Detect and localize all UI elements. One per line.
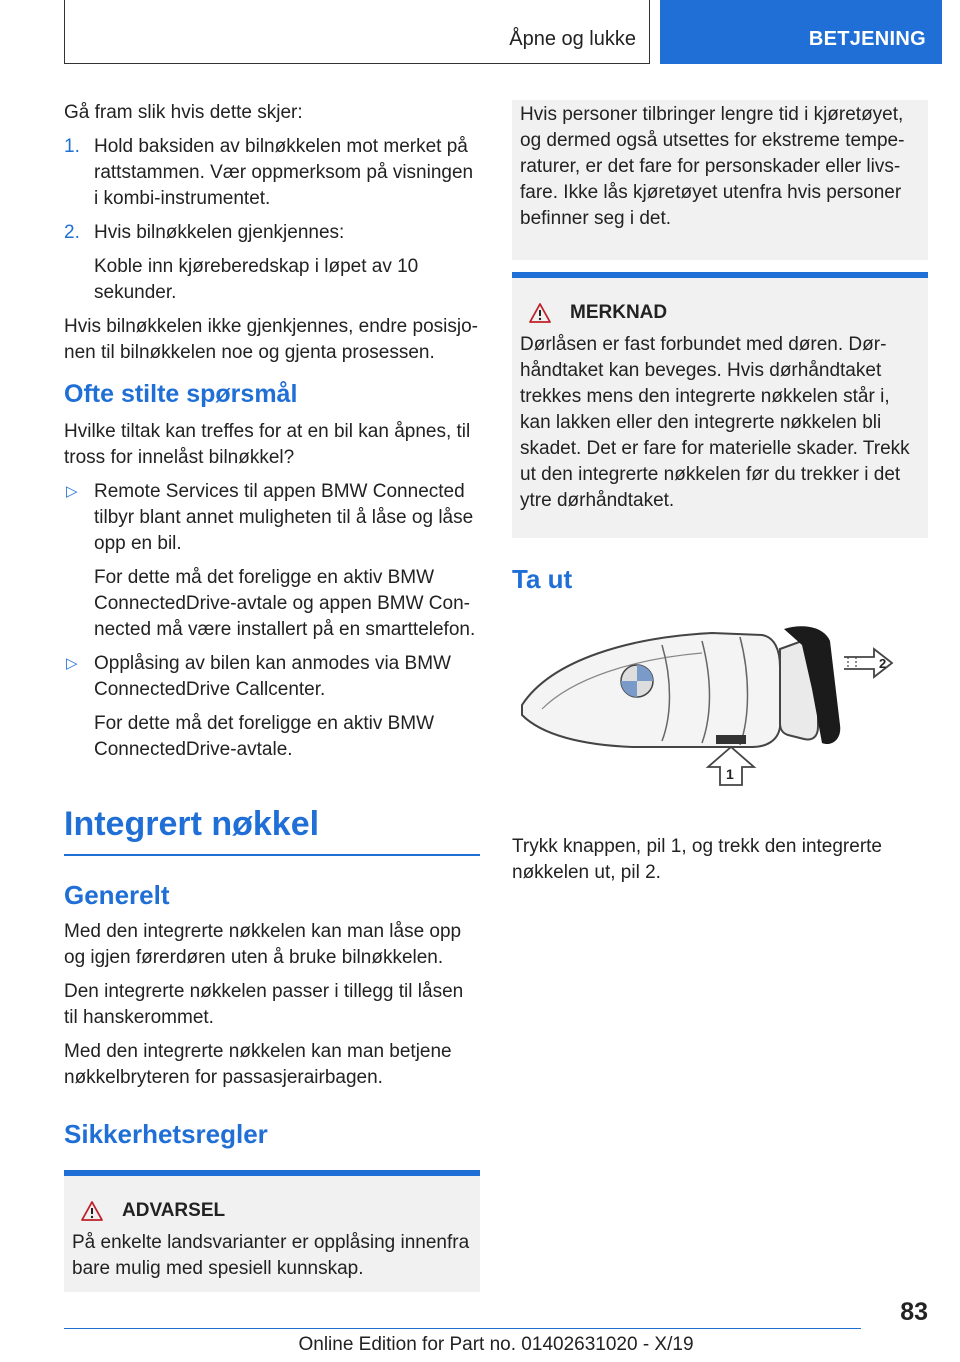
warning-text: På enkelte landsvarianter er opplåsing innenfra bare mulig med spesiell kunnskap. — [72, 1232, 470, 1279]
notice-text: Dørlåsen er fast forbundet med døren. Dørhåndtaket kan beveges. Hvis dørhåndtaket trekkes mens den integrerte nøkkelen står i, kan lakken eller den integrerte nøkkelen bli skadet. Det er fare for materielle skader. Trekk ut den integrerte nøkkelen før du trekker i det ytre dørhåndtaket. — [520, 334, 910, 511]
faq-question: Hvilke tiltak kan treffes for at en bil kan åpnes, til tross for innelåst bilnøkkel? — [64, 421, 471, 468]
step-text: Hold baksiden av bilnøkkelen mot merket på rattstammen. Vær oppmerksom på visningen i kombi-instrumentet. — [94, 136, 474, 209]
notice-title: MERKNAD — [570, 302, 668, 323]
warning-continued-box — [512, 100, 928, 260]
footer-divider — [64, 1328, 861, 1329]
step-item — [64, 134, 480, 212]
step-number: 2. — [64, 222, 80, 243]
bullet-text: Remote Services til appen BMW Connected tilbyr blant annet muligheten til å låse og låse opp en bil. — [94, 481, 474, 554]
general-heading: Generelt — [64, 880, 170, 910]
bullet-item — [64, 479, 480, 643]
step-subtext: Koble inn kjøreberedskap i løpet av 10 sekunder. — [94, 256, 419, 303]
intro-text: Gå fram slik hvis dette skjer: — [64, 102, 303, 123]
notice-title-row — [520, 302, 918, 324]
warning-continued-text: Hvis personer tilbringer lengre tid i kjøretøyet, og dermed også utsettes for ekstreme temperaturer, er det fare for personskader eller livsfare. Ikke lås kjøretøyet utenfra hvis personer befinner seg i det. — [520, 104, 905, 229]
general-paragraph: Med den integrerte nøkkelen kan man låse opp og igjen førerdøren uten å bruke bilnøkkelen. — [64, 921, 462, 968]
bullet-subtext: For dette må det foreligge en aktiv BMW ConnectedDrive-avtale. — [94, 713, 435, 760]
general-paragraph: Med den integrerte nøkkelen kan man betjene nøkkelbryteren for passasjerairbagen. — [64, 1041, 452, 1088]
arrow-2-label: 2 — [879, 656, 887, 671]
header-section-title: Åpne og lukke — [509, 28, 636, 50]
warning-title-row — [72, 1200, 470, 1222]
page-number: 83 — [900, 1298, 928, 1326]
bullet-item — [64, 651, 480, 763]
header-chapter-label: BETJENING — [808, 28, 926, 50]
triangle-bullet-icon: ▷ — [66, 483, 78, 500]
general-paragraph: Den integrerte nøkkelen passer i tillegg til låsen til hanskerommet. — [64, 981, 464, 1028]
triangle-bullet-icon: ▷ — [66, 655, 78, 672]
step-item — [64, 220, 480, 306]
arrow-1-label: 1 — [726, 766, 734, 782]
faq-heading: Ofte stilte spørsmål — [64, 380, 298, 408]
remove-instruction: Trykk knappen, pil 1, og trekk den integrerte nøkkelen ut, pil 2. — [512, 836, 882, 883]
warning-triangle-icon — [528, 302, 552, 324]
header-chapter-tab — [660, 0, 942, 64]
warning-triangle-icon — [80, 1200, 104, 1222]
warning-title: ADVARSEL — [122, 1200, 226, 1221]
step-number: 1. — [64, 136, 80, 157]
footer-edition: Online Edition for Part no. 01402631020 - X/19 — [298, 1334, 694, 1355]
left-column — [64, 100, 480, 1292]
warning-box — [64, 1170, 480, 1292]
key-removal-illustration — [512, 619, 928, 789]
remove-heading: Ta ut — [512, 564, 573, 594]
right-column — [512, 100, 928, 894]
notice-box — [512, 272, 928, 538]
safety-heading: Sikkerhetsregler — [64, 1119, 268, 1149]
bullet-subtext: For dette må det foreligge en aktiv BMW ConnectedDrive-avtale og appen BMW Connected må være installert på en smarttelefon. — [94, 567, 476, 640]
after-steps-text: Hvis bilnøkkelen ikke gjenkjennes, endre posisjonen til bilnøkkelen noe og gjenta prosessen. — [64, 316, 478, 363]
chapter-title: Integrert nøkkel — [64, 805, 480, 856]
bullet-text: Opplåsing av bilen kan anmodes via BMW ConnectedDrive Callcenter. — [94, 653, 451, 700]
step-text: Hvis bilnøkkelen gjenkjennes: — [94, 222, 345, 243]
